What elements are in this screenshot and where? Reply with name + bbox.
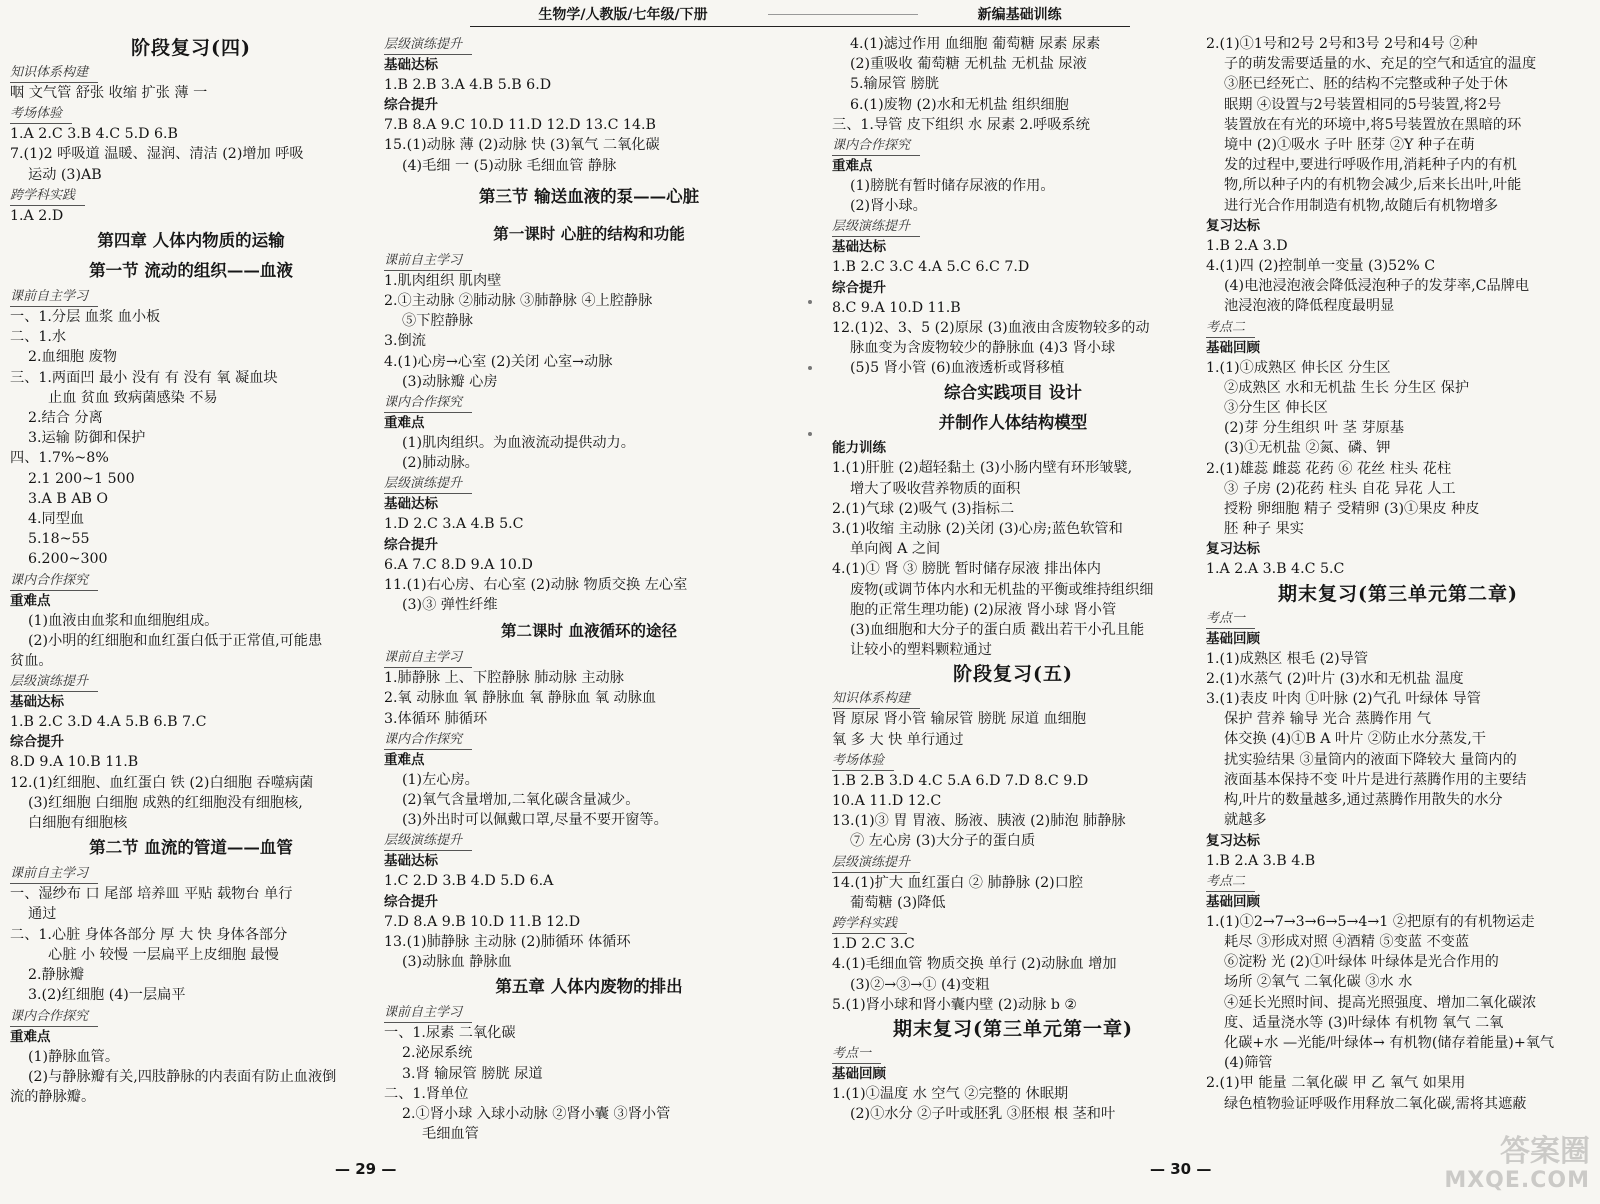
section-tag: 知识体系构建: [10, 64, 98, 83]
answer-line: 进行光合作用制造有机物,故随后有机物增多: [1224, 197, 1499, 214]
subheading: 复习达标: [1206, 541, 1260, 558]
answer-line: 让较小的塑料颗粒通过: [850, 642, 992, 659]
section-tag-row: [384, 34, 794, 55]
chapter-heading: 第二节 血流的管道——血管: [89, 838, 293, 858]
section-tag: 课前自主学习: [384, 649, 472, 668]
answer-line: (1)肌肉组织。为血液流动提供动力。: [402, 435, 635, 452]
answer-line: ③ 子房 (2)花药 柱头 自花 异花 人工: [1224, 480, 1456, 497]
answer-line: 境中 (2)①吸水 子叶 胚芽 ②Y 种子在萌: [1224, 137, 1475, 154]
answer-line: 12.(1)2、3、5 (2)原尿 (3)血液由含废物较多的动: [832, 319, 1150, 336]
header-title: 生物学/人教版/七年级/下册: [538, 7, 708, 23]
answer-line: 1.D 2.C 3.C: [832, 936, 915, 953]
answer-line: 13.(1)③ 胃 胃液、肠液、胰液 (2)肺泡 肺静脉: [832, 813, 1126, 830]
answer-line: 1.B 2.B 3.D 4.C 5.A 6.D 7.D 8.C 9.D: [832, 772, 1089, 789]
answer-line: 3.(2)红细胞 (4)一层扁平: [28, 987, 186, 1004]
watermark-line1: 答案圈: [1500, 1134, 1590, 1169]
answer-line: ③胚已经死亡、胚的结构不完整或种子处于休: [1224, 76, 1508, 93]
answer-line: 1.A 2.D: [10, 207, 64, 224]
answer-line: 4.(1)① 肾 ③ 膀胱 暂时储存尿液 排出体内: [832, 561, 1101, 578]
answer-line: (2)重吸收 葡萄糖 无机盐 无机盐 尿液: [850, 56, 1087, 73]
answer-line: 3.(1)收缩 主动脉 (2)关闭 (3)心房;蓝色软管和: [832, 521, 1123, 538]
answer-line: ④延长光照时间、提高光照强度、增加二氧化碳浓: [1224, 994, 1537, 1011]
answer-line: 一、湿纱布 口 尾部 培养皿 平贴 载物台 单行: [10, 886, 293, 903]
section-tag-row: [832, 688, 1194, 709]
section-heading: 阶段复习(四): [131, 37, 251, 59]
section-tag-row: [384, 392, 794, 413]
running-header: [0, 0, 1600, 28]
answer-line: 3.运输 防御和保护: [28, 430, 146, 447]
answer-line: (2)①水分 ②子叶或胚乳 ③胚根 根 茎和叶: [850, 1106, 1116, 1123]
answer-line: (3)血细胞和大分子的蛋白质 戳出若干小孔且能: [850, 622, 1145, 639]
answer-line: 1.肌肉组织 肌肉壁: [384, 272, 502, 289]
section-tag: 考点一: [832, 1045, 881, 1064]
section-tag-row: [1206, 317, 1590, 338]
answer-line: 2.①肾小球 入球小动脉 ②肾小囊 ③肾小管: [402, 1106, 671, 1123]
answer-line: (3)①无机盐 ②氮、磷、钾: [1224, 440, 1391, 457]
answer-line: 毛细血管: [422, 1126, 479, 1143]
section-tag-row: [10, 286, 372, 307]
answer-line: 8.C 9.A 10.D 11.B: [832, 299, 961, 316]
answer-line: 脉血变为含废物较少的静脉血 (4)3 肾小球: [850, 340, 1116, 357]
answer-line: 6.200~300: [28, 551, 108, 568]
answer-line: 4.同型血: [28, 511, 85, 528]
binding-hole: [808, 300, 812, 304]
subheading: 基础达标: [832, 239, 886, 256]
answer-line: 三、1.两面凹 最小 没有 有 没有 氧 凝血块: [10, 369, 278, 386]
answer-line: (2)小明的红细胞和血红蛋白低于正常值,可能患: [28, 632, 323, 649]
answer-line: (1)左心房。: [402, 771, 479, 788]
answer-line: 白细胞有细胞核: [28, 815, 128, 832]
answer-line: 2.(1)①1号和2号 2号和3号 2号和4号 ②种: [1206, 36, 1478, 52]
answer-line: 废物(或调节体内水和无机盐的平衡或维持组织细: [850, 581, 1154, 598]
section-tag: 考点二: [1206, 873, 1255, 892]
answer-line: 10.A 11.D 12.C: [832, 793, 942, 810]
column-2: [384, 34, 794, 1154]
section-tag: 跨学科实践: [10, 187, 85, 206]
lesson-heading: 第一课时 心脏的结构和功能: [493, 223, 685, 243]
answer-line: 场所 ②氧气 二氧化碳 ③水 水: [1224, 974, 1413, 991]
answer-line: 耗尽 ③形成对照 ④酒精 ⑤变蓝 不变蓝: [1224, 933, 1470, 950]
answer-line: (2)肾小球。: [850, 198, 927, 215]
section-tag: 层级演练提升: [10, 673, 98, 692]
binding-hole: [808, 366, 812, 370]
section-tag-row: [10, 863, 372, 884]
answer-line: 1.B 2.C 3.C 4.A 5.C 6.C 7.D: [832, 259, 1030, 276]
answer-line: (1)膀胱有暂时储存尿液的作用。: [850, 178, 1055, 195]
answer-line: 1.肺静脉 上、下腔静脉 肺动脉 主动脉: [384, 670, 624, 687]
answer-line: 1.(1)肝脏 (2)超轻黏土 (3)小肠内壁有环形皱襞,: [832, 460, 1133, 477]
answer-line: 1.B 2.A 3.B 4.B: [1206, 852, 1316, 869]
answer-line: (4)电池浸泡液会降低浸泡种子的发芽率,C品牌电: [1224, 278, 1530, 295]
section-tag-row: [384, 729, 794, 750]
answer-line: 1.C 2.D 3.B 4.D 5.D 6.A: [384, 873, 554, 890]
answer-line: 6.(1)废物 (2)水和无机盐 组织细胞: [850, 96, 1069, 113]
answer-line: 二、1.水: [10, 329, 67, 346]
section-tag: 课内合作探究: [384, 731, 472, 750]
section-tag: 层级演练提升: [384, 36, 472, 55]
answer-line: 单向阀 A 之间: [850, 541, 941, 558]
section-tag-row: [1206, 608, 1590, 629]
section-tag: 课内合作探究: [10, 572, 98, 591]
answer-line: 运动 (3)AB: [28, 166, 102, 183]
answer-line: 6.A 7.C 8.D 9.A 10.D: [384, 556, 533, 573]
answer-line: ⑦ 左心房 (3)大分子的蛋白质: [850, 833, 1036, 850]
answer-line: 眠期 ④设置与2号装置相同的5号装置,将2号: [1224, 96, 1502, 113]
answer-line: 15.(1)动脉 薄 (2)动脉 快 (3)氧气 二氧化碳: [384, 137, 660, 154]
answer-line: 葡萄糖 (3)降低: [850, 894, 946, 911]
section-tag: 课内合作探究: [832, 137, 920, 156]
answer-line: 2.结合 分离: [28, 410, 103, 427]
answer-line: (4)筛管: [1224, 1055, 1273, 1072]
answer-line: 7.D 8.A 9.B 10.D 11.B 12.D: [384, 913, 581, 930]
section-tag-row: [384, 250, 794, 271]
answer-line: (3)动脉血 静脉血: [402, 954, 512, 971]
answer-line: (3)②→③→① (4)变粗: [850, 976, 990, 993]
page-number-right: — 30 —: [1150, 1160, 1212, 1178]
subheading: 综合提升: [10, 734, 64, 751]
answer-line: 2.(1)甲 能量 二氧化碳 甲 乙 氧气 如果用: [1206, 1075, 1466, 1092]
section-heading: 期末复习(第三单元第一章): [893, 1017, 1133, 1040]
answer-line: 一、1.分层 血浆 血小板: [10, 309, 161, 326]
answer-line: 保护 营养 输导 光合 蒸腾作用 气: [1224, 711, 1431, 728]
answer-line: 5.18~55: [28, 531, 90, 548]
section-tag-row: [832, 216, 1194, 237]
section-tag: 考点二: [1206, 319, 1255, 338]
lesson-heading: 第二课时 血液循环的途径: [501, 621, 677, 641]
answer-line: 二、1.心脏 身体各部分 厚 大 快 身体各部分: [10, 926, 288, 943]
answer-line: 1.D 2.C 3.A 4.B 5.C: [384, 516, 524, 533]
answer-line: 4.(1)心房→心室 (2)关闭 心室→动脉: [384, 353, 613, 370]
answer-line: 1.(1)①温度 水 空气 ②完整的 休眠期: [832, 1085, 1069, 1102]
answer-line: 1.B 2.C 3.D 4.A 5.B 6.B 7.C: [10, 714, 207, 731]
answer-line: 心脏 小 较慢 一层扁平上皮细胞 最慢: [48, 946, 279, 963]
answer-line: 授粉 卵细胞 精子 受精卵 (3)①果皮 种皮: [1224, 501, 1480, 518]
answer-line: 发的过程中,要进行呼吸作用,消耗种子内的有机: [1224, 157, 1517, 174]
answer-line: 3.肾 输尿管 膀胱 尿道: [402, 1065, 543, 1082]
answer-line: 13.(1)肺静脉 主动脉 (2)肺循环 体循环: [384, 933, 631, 950]
answer-line: (3)外出时可以佩戴口罩,尽量不要开窗等。: [402, 812, 668, 829]
subheading: 基础达标: [384, 496, 438, 513]
subheading: 综合提升: [384, 893, 438, 910]
section-tag: 考点一: [1206, 610, 1255, 629]
section-tag: 层级演练提升: [832, 854, 920, 873]
answer-line: 3.体循环 肺循环: [384, 710, 488, 727]
answer-line: 1.B 2.B 3.A 4.B 5.B 6.D: [384, 77, 552, 93]
answer-line: 2.静脉瓣: [28, 967, 85, 984]
section-tag: 课前自主学习: [384, 1004, 472, 1023]
subheading: 重难点: [10, 592, 51, 609]
answer-line: 1.A 2.A 3.B 4.C 5.C: [1206, 561, 1345, 578]
subheading: 重难点: [384, 751, 425, 768]
subheading: 基础达标: [10, 694, 64, 711]
answer-line: (2)氧气含量增加,二氧化碳含量减少。: [402, 792, 640, 809]
answer-line: 四、1.7%~8%: [10, 450, 109, 467]
column-4: [1206, 34, 1590, 1154]
answer-line: 3.倒流: [384, 333, 426, 350]
subheading: 能力训练: [832, 440, 886, 457]
answer-line: 5.输尿管 膀胱: [850, 76, 939, 93]
answer-line: 2.血细胞 废物: [28, 349, 117, 366]
section-tag: 课内合作探究: [384, 394, 472, 413]
answer-line: 胞的正常生理功能) (2)尿液 肾小球 肾小管: [850, 601, 1117, 618]
subheading: 复习达标: [1206, 217, 1260, 234]
watermark-line2: MXQE.COM: [1444, 1168, 1590, 1193]
subheading: 复习达标: [1206, 832, 1260, 849]
answer-line: 3.A B AB O: [28, 490, 109, 507]
answer-line: 体交换 (4)①B A 叶片 ②防止水分蒸发,干: [1224, 731, 1486, 748]
answer-line: (4)毛细 一 (5)动脉 毛细血管 静脉: [402, 157, 617, 174]
header-separator: [768, 14, 918, 15]
section-tag-row: [384, 647, 794, 668]
answer-line: 8.D 9.A 10.B 11.B: [10, 754, 139, 771]
section-tag-row: [10, 103, 372, 124]
answer-line: 化碳+水 —光能/叶绿体→ 有机物(储存着能量)+氧气: [1224, 1034, 1555, 1051]
answer-line: 7.(1)2 呼吸道 温暖、湿润、清洁 (2)增加 呼吸: [10, 146, 304, 163]
column-3: [832, 34, 1194, 1154]
section-tag: 考场体验: [832, 752, 894, 771]
answer-line: ③分生区 伸长区: [1224, 400, 1328, 417]
answer-line: (1)静脉血管。: [28, 1048, 120, 1065]
answer-line: 三、1.导管 皮下组织 水 尿素 2.呼吸系统: [832, 116, 1090, 133]
chapter-heading: 并制作人体结构模型: [938, 413, 1088, 433]
answer-line: 2.①主动脉 ②肺动脉 ③肺静脉 ④上腔静脉: [384, 293, 653, 310]
answer-line: (2)芽 分生组织 叶 茎 芽原基: [1224, 420, 1405, 437]
answer-line: 液面基本保持不变 叶片是进行蒸腾作用的主要结: [1224, 771, 1527, 788]
section-tag-row: [1206, 871, 1590, 892]
section-tag-row: [384, 473, 794, 494]
answer-line: 1.(1)①成熟区 伸长区 分生区: [1206, 359, 1391, 376]
answer-line: ②成熟区 水和无机盐 生长 分生区 保护: [1224, 379, 1470, 396]
subheading: 重难点: [384, 415, 425, 432]
answer-line: 咽 文气管 舒张 收缩 扩张 薄 一: [10, 85, 208, 101]
answer-line: (3)红细胞 白细胞 成熟的红细胞没有细胞核,: [28, 794, 303, 811]
answer-line: 肾 原尿 肾小管 输尿管 膀胱 尿道 血细胞: [832, 711, 1087, 728]
answer-line: 氧 多 大 快 单行通过: [832, 731, 964, 748]
answer-line: 绿色植物验证呼吸作用释放二氧化碳,需将其遮蔽: [1224, 1095, 1527, 1112]
answer-line: (2)与静脉瓣有关,四肢静脉的内表面有防止血液倒: [28, 1068, 337, 1085]
answer-line: 流的静脉瓣。: [10, 1088, 96, 1105]
subheading: 重难点: [832, 158, 873, 175]
section-tag-row: [10, 570, 372, 591]
answer-line: 胚 种子 果实: [1224, 521, 1304, 538]
subheading: 综合提升: [384, 97, 438, 114]
answer-line: 2.泌尿系统: [402, 1045, 473, 1062]
section-tag-row: [832, 1043, 1194, 1064]
answer-line: 4.(1)毛细血管 物质交换 单行 (2)动脉血 增加: [832, 956, 1117, 973]
chapter-heading: 综合实践项目 设计: [944, 383, 1082, 403]
answer-line: 度、适量浇水等 (3)叶绿体 有机物 氧气 二氧: [1224, 1014, 1504, 1031]
section-tag-row: [10, 62, 372, 83]
header-rule: [470, 26, 1130, 27]
answer-line: 子的萌发需要适量的水、充足的空气和适宜的温度: [1224, 56, 1537, 73]
section-tag: 课前自主学习: [10, 865, 98, 884]
section-heading: 阶段复习(五): [953, 663, 1073, 686]
answer-line: 二、1.肾单位: [384, 1085, 469, 1102]
answer-line: 装置放在有光的环境中,将5号装置放在黑暗的环: [1224, 116, 1522, 133]
section-tag-row: [832, 750, 1194, 771]
section-tag-row: [832, 135, 1194, 156]
section-tag-row: [384, 830, 794, 851]
subheading: 重难点: [10, 1028, 51, 1045]
answer-line: (2)肺动脉。: [402, 455, 479, 472]
answer-line: 扰实验结果 ③量筒内的液面下降较大 量筒内的: [1224, 751, 1517, 768]
chapter-heading: 第四章 人体内物质的运输: [97, 231, 285, 251]
answer-line: 3.(1)表皮 叶肉 ①叶脉 (2)气孔 叶绿体 导管: [1206, 691, 1481, 708]
answer-line: 12.(1)红细胞、血红蛋白 铁 (2)白细胞 吞噬病菌: [10, 774, 314, 791]
chapter-heading: 第一节 流动的组织——血液: [89, 261, 293, 281]
answer-line: (3)动脉瓣 心房: [402, 373, 498, 390]
subheading: 综合提升: [384, 536, 438, 553]
answer-line: 1.B 2.A 3.D: [1206, 237, 1288, 254]
binding-hole: [808, 432, 812, 436]
answer-line: (5)5 肾小管 (6)血液透析或肾移植: [850, 360, 1065, 377]
answer-line: 4.(1)滤过作用 血细胞 葡萄糖 尿素 尿素: [850, 36, 1101, 52]
answer-line: 7.B 8.A 9.C 10.D 11.D 12.D 13.C 14.B: [384, 117, 656, 134]
answer-line: ⑥淀粉 光 (2)①叶绿体 叶绿体是光合作用的: [1224, 954, 1499, 971]
section-tag: 课前自主学习: [384, 252, 472, 271]
subheading: 基础回顾: [1206, 893, 1260, 910]
section-tag: 层级演练提升: [384, 475, 472, 494]
answer-line: 池浸泡液的降低程度最明显: [1224, 298, 1395, 315]
chapter-heading: 第五章 人体内废物的排出: [495, 977, 683, 997]
answer-line: 2.(1)气球 (2)吸气 (3)指标二: [832, 500, 1015, 517]
section-tag-row: [10, 671, 372, 692]
section-tag: 知识体系构建: [832, 690, 920, 709]
answer-line: 贫血。: [10, 653, 53, 670]
answer-line: ⑤下腔静脉: [402, 313, 473, 330]
section-tag-row: [832, 913, 1194, 934]
answer-line: 2.(1)水蒸气 (2)叶片 (3)水和无机盐 温度: [1206, 670, 1464, 687]
section-heading: 期末复习(第三单元第二章): [1278, 582, 1518, 605]
page-number-left: — 29 —: [335, 1160, 397, 1178]
section-tag-row: [384, 1002, 794, 1023]
answer-line: 一、1.尿素 二氧化碳: [384, 1025, 516, 1042]
subheading: 基础回顾: [1206, 339, 1260, 356]
section-tag-row: [10, 185, 372, 206]
subheading: 基础回顾: [1206, 630, 1260, 647]
subheading: 综合提升: [832, 279, 886, 296]
answer-line: 11.(1)右心房、右心室 (2)动脉 物质交换 左心室: [384, 576, 688, 593]
binding-holes: [808, 300, 814, 560]
answer-line: 2.(1)雄蕊 雌蕊 花药 ⑥ 花丝 柱头 花柱: [1206, 460, 1452, 477]
subheading: 基础回顾: [832, 1065, 886, 1082]
answer-line: 1.A 2.C 3.B 4.C 5.D 6.B: [10, 126, 178, 143]
answer-line: 就越多: [1224, 812, 1267, 829]
answer-line: 构,叶片的数量越多,通过蒸腾作用散失的水分: [1224, 792, 1503, 809]
section-tag: 考场体验: [10, 105, 72, 124]
answer-line: 增大了吸收营养物质的面积: [850, 480, 1021, 497]
answer-line: 通过: [28, 906, 57, 923]
subheading: 基础达标: [384, 57, 438, 73]
section-tag: 跨学科实践: [832, 915, 907, 934]
answer-line: 5.(1)肾小球和肾小囊内壁 (2)动脉 b ②: [832, 996, 1078, 1013]
section-tag-row: [832, 852, 1194, 873]
section-tag: 课内合作探究: [10, 1008, 98, 1027]
answer-line: 1.(1)①2→7→3→6→5→4→1 ②把原有的有机物运走: [1206, 913, 1535, 930]
answer-line: 2.1 200~1 500: [28, 470, 135, 487]
section-tag: 课前自主学习: [10, 288, 98, 307]
section-tag: 层级演练提升: [832, 218, 920, 237]
watermark-logo: [1430, 1135, 1590, 1195]
answer-line: 止血 贫血 致病菌感染 不易: [48, 389, 218, 406]
section-tag-row: [10, 1006, 372, 1027]
answer-line: (1)血液由血浆和血细胞组成。: [28, 612, 219, 629]
answer-line: 1.(1)成熟区 根毛 (2)导管: [1206, 650, 1369, 667]
header-brand: 新编基础训练: [977, 7, 1062, 23]
answer-line: 14.(1)扩大 血红蛋白 ② 肺静脉 (2)口腔: [832, 874, 1084, 891]
answer-line: 2.氧 动脉血 氧 静脉血 氧 静脉血 氧 动脉血: [384, 690, 657, 707]
answer-line: 4.(1)四 (2)控制单一变量 (3)52% C: [1206, 258, 1436, 275]
chapter-heading: 第三节 输送血液的泵——心脏: [478, 186, 700, 206]
answer-line: (3)③ 弹性纤维: [402, 597, 498, 614]
column-1: [10, 34, 372, 1154]
section-tag: 层级演练提升: [384, 832, 472, 851]
answer-line: 物,所以种子内的有机物会减少,后来长出叶,叶能: [1224, 177, 1522, 194]
subheading: 基础达标: [384, 853, 438, 870]
